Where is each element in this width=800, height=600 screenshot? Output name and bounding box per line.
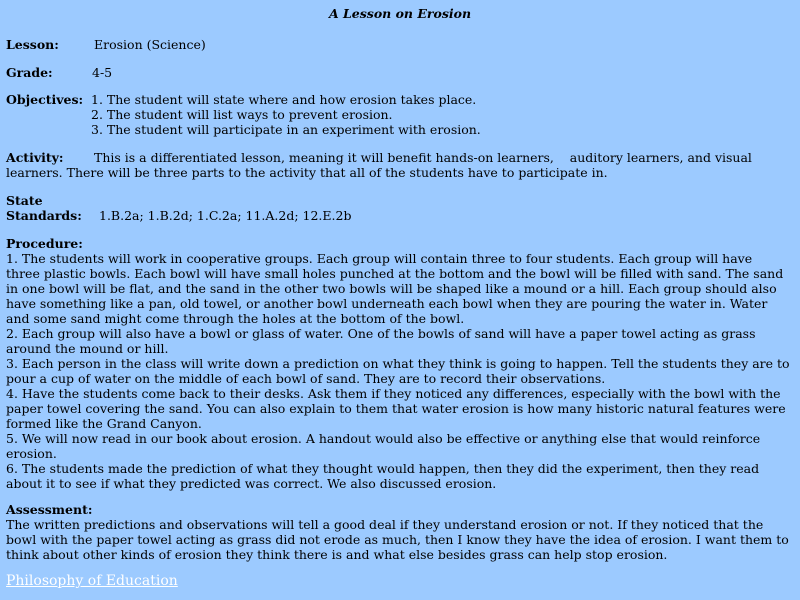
grade-value: 4-5	[92, 65, 113, 80]
assessment-line: think about other kinds of erosion they think there is and what else besides grass can help stop erosion.	[6, 547, 668, 562]
procedure-line: 6. The students made the prediction of what they thought would happen, then they did the experiment, then they read	[6, 461, 760, 476]
objectives-list	[91, 92, 481, 137]
assessment-text	[6, 517, 796, 562]
procedure-label-row	[6, 236, 796, 251]
assessment-label-row	[6, 502, 796, 517]
objective-item: 2. The student will list ways to prevent erosion.	[91, 107, 393, 122]
procedure-line: about it to see if what they predicted was correct. We also discussed erosion.	[6, 476, 497, 491]
activity-line-1	[6, 150, 796, 165]
procedure-label: Procedure:	[6, 236, 83, 251]
procedure-line: 1. The students will work in cooperative groups. Each group will contain three to four students. Each group will have	[6, 251, 753, 266]
activity-text-rest: learners. There will be three parts to the activity that all of the students have to participate in.	[6, 165, 608, 180]
assessment-line: The written predictions and observations will tell a good deal if they understand erosion or not. If they noticed that the	[6, 517, 764, 532]
standards-label: Standards:	[6, 208, 82, 223]
standards-label-state: State	[6, 193, 43, 208]
procedure-line: formed like the Grand Canyon.	[6, 416, 202, 431]
procedure-line: have something like a pan, old towel, or another bowl underneath each bowl when they are pouring the water in. Water	[6, 296, 768, 311]
standards-value: 1.B.2a; 1.B.2d; 1.C.2a; 11.A.2d; 12.E.2b	[99, 208, 352, 223]
assessment-label: Assessment:	[6, 502, 93, 517]
procedure-line: 3. Each person in the class will write down a prediction on what they think is going to happen. Tell the students they are to	[6, 356, 790, 371]
lesson-label: Lesson:	[6, 37, 59, 52]
objective-item: 3. The student will participate in an experiment with erosion.	[91, 122, 481, 137]
objectives-label: Objectives:	[6, 92, 84, 107]
procedure-line: paper towel covering the sand. You can also explain to them that water erosion is how many historic natural features were	[6, 401, 786, 416]
activity-text: This is a differentiated lesson, meaning it will benefit hands-on learners, auditory learners, and visual	[94, 150, 752, 165]
procedure-text	[6, 251, 796, 491]
lesson-value: Erosion (Science)	[94, 37, 206, 52]
procedure-line: 4. Have the students come back to their desks. Ask them if they noticed any differences, especially with the bowl with the	[6, 386, 781, 401]
procedure-line: around the mound or hill.	[6, 341, 169, 356]
procedure-line: three plastic bowls. Each bowl will have small holes punched at the bottom and the bowl will be filled with sand. The sand	[6, 266, 784, 281]
procedure-line: 2. Each group will also have a bowl or glass of water. One of the bowls of sand will have a paper towel acting as grass	[6, 326, 756, 341]
standards-label-line1	[6, 193, 796, 208]
procedure-line: in one bowl will be flat, and the sand in the other two bowls will be shaped like a mound or a hill. Each group should also	[6, 281, 777, 296]
assessment-line: bowl with the paper towel acting as grass did not erode as much, then I know they have the idea of erosion. I want them to	[6, 532, 789, 547]
activity-label: Activity:	[6, 150, 64, 165]
procedure-line: and some sand might come through the holes at the bottom of the bowl.	[6, 311, 465, 326]
grade-label: Grade:	[6, 65, 53, 80]
page-title: A Lesson on Erosion	[328, 6, 472, 21]
standards-row	[6, 208, 796, 223]
objective-item: 1. The student will state where and how erosion takes place.	[91, 92, 477, 107]
procedure-line: 5. We will now read in our book about erosion. A handout would also be effective or anything else that would reinforce	[6, 431, 761, 446]
grade-row	[6, 65, 112, 80]
lesson-row	[6, 37, 206, 52]
procedure-line: erosion.	[6, 446, 57, 461]
procedure-line: pour a cup of water on the middle of each bowl of sand. They are to record their observations.	[6, 371, 606, 386]
philosophy-of-education-link[interactable]: Philosophy of Education	[6, 573, 178, 589]
objectives-label-row	[6, 92, 83, 107]
